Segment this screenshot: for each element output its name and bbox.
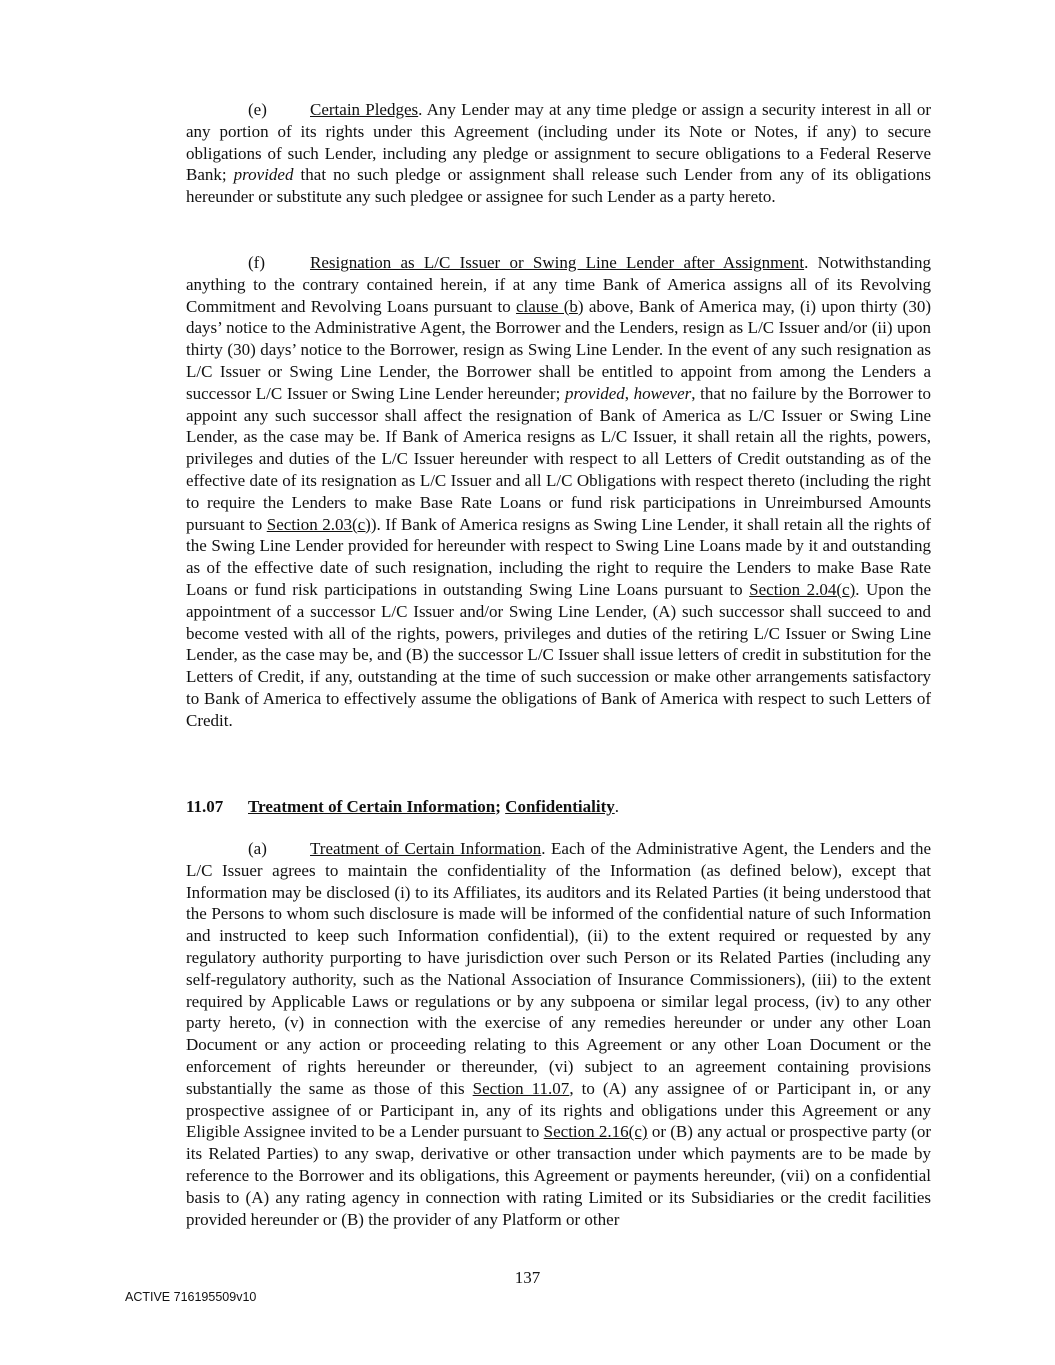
- section-heading-part2: Confidentiality: [505, 797, 615, 816]
- section-11-07-reference: Section 11.07: [472, 1078, 570, 1098]
- section-f-label: (f): [248, 253, 265, 272]
- section-number: 11.07: [186, 797, 224, 816]
- section-a-label: (a): [248, 839, 267, 858]
- section-f-paragraph: [186, 252, 931, 732]
- section-f-text: ,: [624, 383, 634, 403]
- document-id: ACTIVE 716195509v10: [125, 1290, 257, 1304]
- section-heading-part1: Treatment of Certain Information: [248, 797, 496, 816]
- section-11-07-heading: [186, 796, 931, 818]
- section-e-text: that no such pledge or assignment shall release such Lender from any of its obligations hereunder or substitute any such pledgee or assignee for such Lender as a party hereto.: [186, 165, 931, 207]
- section-e-label: (e): [248, 100, 267, 119]
- section-2-16c-reference: Section 2.16(c): [543, 1122, 648, 1142]
- section-heading-end: .: [614, 797, 619, 816]
- section-f-text: . Notwithstanding anything to the contrary contained herein, if at any time Bank of America assigns all of its Revolving Commitment and Revolving Loans pursuant to: [186, 253, 931, 316]
- section-a-paragraph: [186, 838, 931, 1230]
- section-e-provided: provided: [233, 165, 294, 185]
- section-e-title: Certain Pledges: [310, 100, 419, 119]
- page-number: 137: [514, 1268, 541, 1287]
- section-a-text: . Each of the Administrative Agent, the Lenders and the L/C Issuer agrees to maintain the confidentiality of the Information (as defined below), except that Information may be disclosed (i) to its Affiliates, its auditors and its Related Parties (it being understood that the Persons to whom such disclosure is made will be informed of the confidential nature of such Information and instructed to keep such Information confidential), (ii) to the extent required or requested by any regulatory authority purporting to have jurisdiction over such Person or its Related Parties (including any self-regulatory authority, such as the National Association of Insurance Commissioners), (iii) to the extent required by Applicable Laws or regulations or by any subpoena or similar legal process, (iv) to any other party hereto, (v) in connection with the exercise of any remedies hereunder or under any other Loan Document or any action or proceeding relating to this Agreement or any other Loan Document or the enforcement of rights hereunder or thereunder, (vi) subject to an agreement containing provisions substantially the same as those of this: [186, 839, 931, 1098]
- section-e-paragraph: [186, 99, 931, 208]
- section-2-04c-reference: Section 2.04(c): [749, 579, 856, 599]
- section-a-text: or (B) any actual or prospective party (or its Related Parties) to any swap, derivative or other transaction under which payments are to be made by reference to the Borrower and its obligations, this Agreement or payments hereunder, (vii) on a confidential basis to (A) any rating agency in connection with rating Limited or its Subsidiaries or the credit facilities provided hereunder or (B) the provider of any Platform or other: [186, 1122, 931, 1229]
- section-a-title: Treatment of Certain Information: [310, 839, 542, 858]
- section-f-text: ). If Bank of America resigns as Swing Line Lender, it shall retain all the rights of the Swing Line Lender provided for hereunder with respect to Swing Line Loans made by it and outstanding as of the effective date of such resignation, including the right to require the Lenders to make Base Rate Loans or fund risk participations in outstanding Swing Line Loans pursuant to: [186, 514, 931, 599]
- section-f-title: Resignation as L/C Issuer or Swing Line Lender after Assignment: [310, 253, 805, 272]
- section-f-text: . Upon the appointment of a successor L/C Issuer and/or Swing Line Lender, (A) such successor shall succeed to and become vested with all of the rights, powers, privileges and duties of the retiring L/C Issuer or Swing Line Lender, as the case may be, and (B) the successor L/C Issuer shall issue letters of credit in substitution for the Letters of Credit, if any, outstanding at the time of such succession or make other arrangements satisfactory to Bank of America to effectively assume the obligations of Bank of America with respect to such Letters of Credit.: [186, 579, 932, 730]
- section-2-03c-reference: Section 2.03(c): [266, 514, 371, 534]
- section-heading-separator: ;: [495, 797, 506, 816]
- section-f-text: ) above, Bank of America may, (i) upon thirty (30) days’ notice to the Administrative Agent, the Borrower and the Lenders, resign as L/C Issuer and/or (ii) upon thirty (30) days’ notice to the Borrower, resign as Swing Line Lender. In the event of any such resignation as L/C Issuer or Swing Line Lender, the Borrower shall be entitled to appoint from among the Lenders a successor L/C Issuer or Swing Line Lender hereunder;: [186, 296, 931, 403]
- section-e-text: . Any Lender may at any time pledge or assign a security interest in all or any portion of its rights under this Agreement (including under its Note or Notes, if any) to secure obligations of such Lender, including any pledge or assignment to secure obligations to a Federal Reserve Bank;: [186, 100, 932, 185]
- clause-b-reference: clause (b: [515, 296, 578, 316]
- section-f-text: , that no failure by the Borrower to appoint any such successor shall affect the resignation of Bank of America as L/C Issuer or Swing Line Lender, as the case may be. If Bank of America resigns as L/C Issuer, it shall retain all the rights, powers, privileges and duties of the L/C Issuer hereunder with respect to all Letters of Credit outstanding as of the effective date of its resignation as L/C Issuer and all L/C Obligations with respect thereto (including the right to require the Lenders to make Base Rate Loans or fund risk participations in Unreimbursed Amounts pursuant to: [186, 383, 931, 534]
- section-a-text: , to (A) any assignee of or Participant in, or any prospective assignee of or Participant in, any of its rights and obligations under this Agreement or any Eligible Assignee invited to be a Lender pursuant to: [186, 1078, 932, 1142]
- section-f-provided: provided: [564, 383, 625, 403]
- section-f-however: however: [633, 383, 692, 403]
